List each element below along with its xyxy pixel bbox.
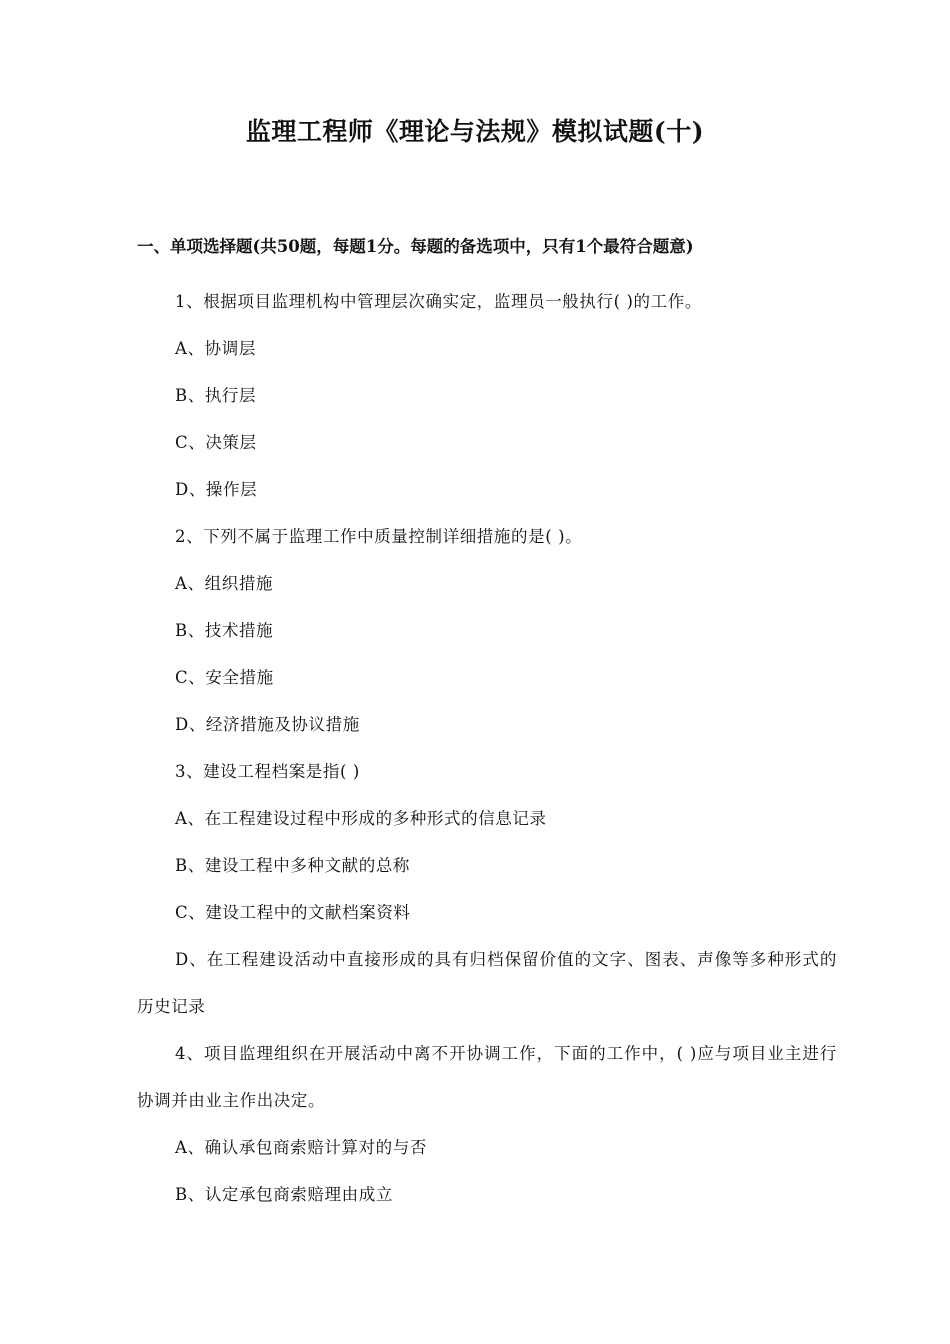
question-stem: 1、根据项目监理机构中管理层次确实定，监理员一般执行( )的工作。: [175, 292, 702, 311]
answer-option: C、建设工程中的文献档案资料: [175, 903, 411, 922]
question-stem: 3、建设工程档案是指( ): [175, 762, 360, 781]
answer-option: A、确认承包商索赔计算对的与否: [175, 1138, 427, 1157]
answer-option: B、认定承包商索赔理由成立: [175, 1185, 393, 1204]
answer-option: C、决策层: [175, 433, 257, 452]
page-title: 监理工程师《理论与法规》模拟试题(十): [245, 117, 705, 146]
answer-option: A、组织措施: [175, 574, 274, 593]
answer-option: B、建设工程中多种文献的总称: [175, 856, 411, 875]
answer-option: B、执行层: [175, 386, 257, 405]
question-stem: 4、项目监理组织在开展活动中离不开协调工作，下面的工作中，( )应与项目业主进行协调并由业主作出决定。: [137, 1044, 837, 1110]
answer-option: D、经济措施及协议措施: [175, 715, 360, 734]
answer-option: A、在工程建设过程中形成的多种形式的信息记录: [175, 809, 547, 828]
answer-option: A、协调层: [175, 339, 256, 358]
answer-option: C、安全措施: [175, 668, 274, 687]
answer-option: D、在工程建设活动中直接形成的具有归档保留价值的文字、图表、声像等多种形式的历史记录: [137, 950, 837, 1016]
section-heading: 一、单项选择题(共50题，每题1分。每题的备选项中，只有1个最符合题意): [137, 237, 694, 256]
question-list: [137, 278, 837, 1218]
answer-option: D、操作层: [175, 480, 258, 499]
question-stem: 2、下列不属于监理工作中质量控制详细措施的是( )。: [175, 527, 583, 546]
answer-option: B、技术措施: [175, 621, 274, 640]
